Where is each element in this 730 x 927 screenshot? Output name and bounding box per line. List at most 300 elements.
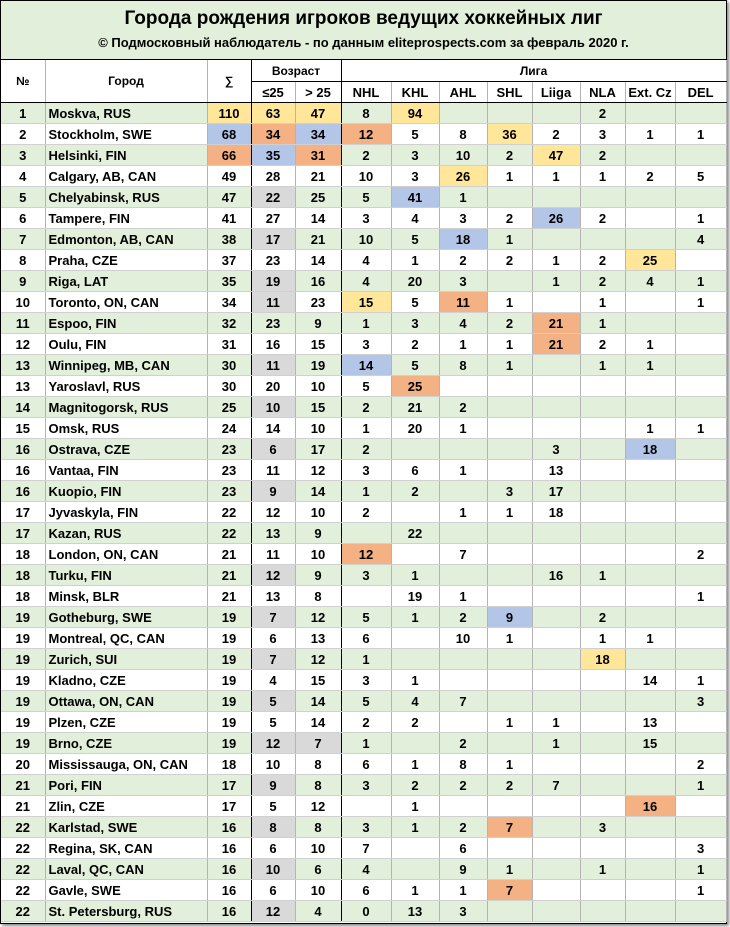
cell-league-nhl: 3 bbox=[341, 670, 391, 691]
cell-league-extcz bbox=[625, 103, 675, 124]
cell-league-nla: 2 bbox=[580, 145, 625, 166]
cell-sum: 16 bbox=[207, 880, 251, 901]
cell-league-extcz bbox=[625, 145, 675, 166]
cell-league-liiga bbox=[532, 649, 580, 670]
cell-league-liiga bbox=[532, 397, 580, 418]
cell-league-extcz bbox=[625, 313, 675, 334]
cell-league-nla bbox=[580, 880, 625, 901]
cell-league-khl: 1 bbox=[391, 250, 439, 271]
cell-league-shl bbox=[487, 523, 532, 544]
cell-league-del bbox=[675, 355, 726, 376]
cell-league-nhl: 14 bbox=[341, 355, 391, 376]
cell-league-khl bbox=[391, 544, 439, 565]
cell-city: Montreal, QC, CAN bbox=[45, 628, 207, 649]
header-league-del: DEL bbox=[675, 82, 726, 103]
cell-league-shl bbox=[487, 460, 532, 481]
cell-league-extcz bbox=[625, 187, 675, 208]
cell-rank: 4 bbox=[1, 166, 45, 187]
cell-league-del bbox=[675, 565, 726, 586]
cell-league-extcz bbox=[625, 481, 675, 502]
header-row-1 bbox=[1, 60, 726, 82]
cell-league-shl bbox=[487, 733, 532, 754]
cell-age-le25: 14 bbox=[251, 418, 295, 439]
cell-age-le25: 22 bbox=[251, 187, 295, 208]
cell-rank: 17 bbox=[1, 502, 45, 523]
cell-league-liiga bbox=[532, 880, 580, 901]
cell-age-le25: 4 bbox=[251, 670, 295, 691]
cell-city: Oulu, FIN bbox=[45, 334, 207, 355]
cell-league-nla bbox=[580, 754, 625, 775]
cell-league-khl: 5 bbox=[391, 292, 439, 313]
table-row bbox=[1, 229, 726, 250]
cell-league-shl bbox=[487, 691, 532, 712]
table-row bbox=[1, 334, 726, 355]
cell-league-khl: 5 bbox=[391, 229, 439, 250]
cell-league-shl: 2 bbox=[487, 145, 532, 166]
cell-sum: 66 bbox=[207, 145, 251, 166]
table-row bbox=[1, 838, 726, 859]
cell-age-le25: 5 bbox=[251, 796, 295, 817]
cell-city: Kazan, RUS bbox=[45, 523, 207, 544]
cell-league-extcz bbox=[625, 460, 675, 481]
cell-league-liiga bbox=[532, 292, 580, 313]
cell-league-nhl: 4 bbox=[341, 859, 391, 880]
table-row bbox=[1, 733, 726, 754]
cell-league-extcz bbox=[625, 880, 675, 901]
cell-league-nhl: 3 bbox=[341, 208, 391, 229]
cell-league-extcz: 15 bbox=[625, 733, 675, 754]
cell-league-ahl: 6 bbox=[439, 838, 487, 859]
cell-age-gt25: 13 bbox=[295, 628, 341, 649]
cell-league-liiga bbox=[532, 691, 580, 712]
cell-league-extcz bbox=[625, 586, 675, 607]
cell-league-ahl: 8 bbox=[439, 754, 487, 775]
table-row bbox=[1, 271, 726, 292]
cell-league-nla bbox=[580, 775, 625, 796]
cell-rank: 8 bbox=[1, 250, 45, 271]
cell-league-nhl: 6 bbox=[341, 628, 391, 649]
cell-league-liiga bbox=[532, 628, 580, 649]
cell-league-ahl: 4 bbox=[439, 313, 487, 334]
cell-age-le25: 9 bbox=[251, 775, 295, 796]
cell-league-nla: 2 bbox=[580, 103, 625, 124]
cell-age-gt25: 8 bbox=[295, 586, 341, 607]
cell-age-gt25: 6 bbox=[295, 859, 341, 880]
cell-sum: 16 bbox=[207, 901, 251, 922]
cell-age-gt25: 14 bbox=[295, 691, 341, 712]
cell-rank: 7 bbox=[1, 229, 45, 250]
cell-league-shl: 1 bbox=[487, 859, 532, 880]
cell-age-gt25: 10 bbox=[295, 418, 341, 439]
cell-age-le25: 12 bbox=[251, 733, 295, 754]
cell-league-nla bbox=[580, 187, 625, 208]
cell-age-le25: 19 bbox=[251, 271, 295, 292]
cell-league-ahl: 1 bbox=[439, 187, 487, 208]
cell-league-liiga bbox=[532, 376, 580, 397]
cell-league-khl: 1 bbox=[391, 607, 439, 628]
cell-league-nhl: 6 bbox=[341, 880, 391, 901]
cell-league-ahl: 11 bbox=[439, 292, 487, 313]
cell-league-liiga bbox=[532, 838, 580, 859]
cell-league-del bbox=[675, 712, 726, 733]
cell-league-del bbox=[675, 313, 726, 334]
cell-city: London, ON, CAN bbox=[45, 544, 207, 565]
cell-league-nhl: 5 bbox=[341, 187, 391, 208]
table-row bbox=[1, 460, 726, 481]
cell-league-shl: 1 bbox=[487, 355, 532, 376]
cell-age-gt25: 9 bbox=[295, 565, 341, 586]
cell-rank: 18 bbox=[1, 565, 45, 586]
cell-league-khl: 25 bbox=[391, 376, 439, 397]
cell-league-extcz: 18 bbox=[625, 439, 675, 460]
cell-sum: 22 bbox=[207, 523, 251, 544]
cell-age-gt25: 8 bbox=[295, 754, 341, 775]
cell-league-nhl: 2 bbox=[341, 145, 391, 166]
cell-rank: 10 bbox=[1, 292, 45, 313]
header-rank: № bbox=[1, 60, 45, 103]
cell-league-extcz bbox=[625, 208, 675, 229]
cell-sum: 19 bbox=[207, 628, 251, 649]
header-league-nla: NLA bbox=[580, 82, 625, 103]
cell-age-gt25: 14 bbox=[295, 250, 341, 271]
table-row bbox=[1, 376, 726, 397]
cell-league-khl: 41 bbox=[391, 187, 439, 208]
cell-age-gt25: 10 bbox=[295, 502, 341, 523]
cell-league-nhl: 3 bbox=[341, 775, 391, 796]
cell-league-nhl bbox=[341, 523, 391, 544]
cell-league-khl bbox=[391, 733, 439, 754]
cell-league-liiga bbox=[532, 355, 580, 376]
cell-rank: 21 bbox=[1, 796, 45, 817]
cell-league-nhl: 6 bbox=[341, 754, 391, 775]
cell-league-khl: 1 bbox=[391, 796, 439, 817]
cell-city: Toronto, ON, CAN bbox=[45, 292, 207, 313]
cell-league-liiga bbox=[532, 586, 580, 607]
cell-age-gt25: 12 bbox=[295, 607, 341, 628]
cell-league-liiga bbox=[532, 901, 580, 922]
cell-league-extcz: 2 bbox=[625, 166, 675, 187]
cell-city: Helsinki, FIN bbox=[45, 145, 207, 166]
cell-league-khl bbox=[391, 628, 439, 649]
cell-league-shl bbox=[487, 586, 532, 607]
cell-league-ahl bbox=[439, 712, 487, 733]
cell-league-extcz: 4 bbox=[625, 271, 675, 292]
cell-league-extcz: 1 bbox=[625, 418, 675, 439]
cell-league-del: 1 bbox=[675, 124, 726, 145]
cell-league-shl bbox=[487, 418, 532, 439]
cell-league-extcz bbox=[625, 502, 675, 523]
cell-league-khl bbox=[391, 439, 439, 460]
cell-league-nla: 2 bbox=[580, 334, 625, 355]
cell-city: Gotheburg, SWE bbox=[45, 607, 207, 628]
cell-league-khl: 1 bbox=[391, 880, 439, 901]
cell-league-shl: 2 bbox=[487, 208, 532, 229]
cell-city: Ostrava, CZE bbox=[45, 439, 207, 460]
cell-sum: 21 bbox=[207, 544, 251, 565]
cell-city: Zlin, CZE bbox=[45, 796, 207, 817]
cell-league-nhl: 1 bbox=[341, 481, 391, 502]
cell-league-ahl: 10 bbox=[439, 145, 487, 166]
cell-league-ahl: 7 bbox=[439, 544, 487, 565]
cell-sum: 17 bbox=[207, 775, 251, 796]
table-row bbox=[1, 418, 726, 439]
cell-league-liiga bbox=[532, 187, 580, 208]
page-title: Города рождения игроков ведущих хоккейных лиг bbox=[124, 8, 603, 29]
cell-league-extcz bbox=[625, 754, 675, 775]
cell-league-extcz: 1 bbox=[625, 124, 675, 145]
cell-age-gt25: 12 bbox=[295, 649, 341, 670]
cell-age-gt25: 15 bbox=[295, 397, 341, 418]
cell-league-khl: 1 bbox=[391, 565, 439, 586]
cell-city: Plzen, CZE bbox=[45, 712, 207, 733]
cell-league-ahl: 3 bbox=[439, 271, 487, 292]
cell-league-ahl: 1 bbox=[439, 418, 487, 439]
cell-age-gt25: 8 bbox=[295, 775, 341, 796]
cell-league-ahl bbox=[439, 439, 487, 460]
cell-age-le25: 23 bbox=[251, 250, 295, 271]
cell-league-shl bbox=[487, 796, 532, 817]
cell-city: Ottawa, ON, CAN bbox=[45, 691, 207, 712]
cell-league-nla: 1 bbox=[580, 355, 625, 376]
cell-league-nhl: 15 bbox=[341, 292, 391, 313]
cell-league-del bbox=[675, 607, 726, 628]
cell-league-shl bbox=[487, 187, 532, 208]
cell-league-liiga: 1 bbox=[532, 271, 580, 292]
cell-rank: 22 bbox=[1, 901, 45, 922]
cell-league-khl: 20 bbox=[391, 271, 439, 292]
cell-league-extcz bbox=[625, 901, 675, 922]
cell-league-del: 2 bbox=[675, 754, 726, 775]
cell-league-liiga bbox=[532, 544, 580, 565]
cell-age-le25: 27 bbox=[251, 208, 295, 229]
cell-league-del: 2 bbox=[675, 544, 726, 565]
cell-league-del: 1 bbox=[675, 880, 726, 901]
cell-league-shl: 7 bbox=[487, 817, 532, 838]
cell-league-ahl bbox=[439, 670, 487, 691]
cell-league-shl bbox=[487, 901, 532, 922]
cell-league-nla: 2 bbox=[580, 271, 625, 292]
cell-league-nhl: 5 bbox=[341, 607, 391, 628]
table-row bbox=[1, 649, 726, 670]
cell-age-gt25: 23 bbox=[295, 292, 341, 313]
cell-league-nla: 18 bbox=[580, 649, 625, 670]
cell-city: Turku, FIN bbox=[45, 565, 207, 586]
cell-league-ahl: 1 bbox=[439, 334, 487, 355]
cell-league-ahl: 1 bbox=[439, 460, 487, 481]
cell-age-gt25: 10 bbox=[295, 376, 341, 397]
cell-sum: 23 bbox=[207, 439, 251, 460]
cell-age-gt25: 19 bbox=[295, 355, 341, 376]
cell-sum: 37 bbox=[207, 250, 251, 271]
cell-league-nla bbox=[580, 796, 625, 817]
cell-age-le25: 10 bbox=[251, 859, 295, 880]
cell-city: Minsk, BLR bbox=[45, 586, 207, 607]
cell-league-liiga: 21 bbox=[532, 313, 580, 334]
cell-league-del: 1 bbox=[675, 292, 726, 313]
cell-league-ahl: 1 bbox=[439, 586, 487, 607]
cell-city: Edmonton, AB, CAN bbox=[45, 229, 207, 250]
cell-league-ahl: 10 bbox=[439, 628, 487, 649]
cell-league-khl: 1 bbox=[391, 754, 439, 775]
cell-league-khl: 5 bbox=[391, 355, 439, 376]
cell-league-extcz bbox=[625, 607, 675, 628]
header-city: Город bbox=[45, 60, 207, 103]
cell-league-ahl: 2 bbox=[439, 775, 487, 796]
cell-league-nla: 2 bbox=[580, 607, 625, 628]
table-body bbox=[1, 103, 726, 922]
cell-league-nhl: 1 bbox=[341, 733, 391, 754]
cell-league-shl bbox=[487, 271, 532, 292]
cell-age-gt25: 8 bbox=[295, 817, 341, 838]
cell-league-del bbox=[675, 796, 726, 817]
cell-age-le25: 7 bbox=[251, 607, 295, 628]
cell-sum: 16 bbox=[207, 817, 251, 838]
cell-league-liiga bbox=[532, 523, 580, 544]
cell-sum: 21 bbox=[207, 586, 251, 607]
header-age-group: Возраст bbox=[251, 60, 341, 82]
cell-league-khl: 13 bbox=[391, 901, 439, 922]
cell-league-liiga bbox=[532, 859, 580, 880]
table-row bbox=[1, 565, 726, 586]
cell-city: Kuopio, FIN bbox=[45, 481, 207, 502]
cell-rank: 6 bbox=[1, 208, 45, 229]
cell-age-gt25: 15 bbox=[295, 334, 341, 355]
table-row bbox=[1, 859, 726, 880]
cell-league-nhl: 2 bbox=[341, 397, 391, 418]
cell-sum: 49 bbox=[207, 166, 251, 187]
cell-league-extcz: 16 bbox=[625, 796, 675, 817]
cell-league-ahl: 2 bbox=[439, 607, 487, 628]
cell-league-nhl: 4 bbox=[341, 271, 391, 292]
cell-league-ahl: 1 bbox=[439, 502, 487, 523]
cell-league-del bbox=[675, 376, 726, 397]
cell-rank: 3 bbox=[1, 145, 45, 166]
cell-age-gt25: 31 bbox=[295, 145, 341, 166]
cell-sum: 30 bbox=[207, 376, 251, 397]
cell-age-le25: 10 bbox=[251, 397, 295, 418]
header-sum: ∑ bbox=[207, 60, 251, 103]
cell-league-khl bbox=[391, 649, 439, 670]
cell-league-khl: 2 bbox=[391, 334, 439, 355]
cell-league-khl: 2 bbox=[391, 775, 439, 796]
cell-league-del: 1 bbox=[675, 586, 726, 607]
cell-league-ahl bbox=[439, 649, 487, 670]
cell-league-shl bbox=[487, 544, 532, 565]
cell-league-nhl: 12 bbox=[341, 124, 391, 145]
cell-league-shl bbox=[487, 649, 532, 670]
cell-rank: 9 bbox=[1, 271, 45, 292]
cell-sum: 19 bbox=[207, 691, 251, 712]
cell-age-gt25: 34 bbox=[295, 124, 341, 145]
cell-city: Espoo, FIN bbox=[45, 313, 207, 334]
cell-sum: 23 bbox=[207, 460, 251, 481]
cell-league-del: 1 bbox=[675, 271, 726, 292]
cell-league-nhl: 1 bbox=[341, 649, 391, 670]
cell-league-ahl: 7 bbox=[439, 691, 487, 712]
cell-age-gt25: 9 bbox=[295, 523, 341, 544]
cell-sum: 18 bbox=[207, 754, 251, 775]
cell-league-liiga: 2 bbox=[532, 124, 580, 145]
cell-league-extcz bbox=[625, 859, 675, 880]
cell-sum: 35 bbox=[207, 271, 251, 292]
cell-rank: 22 bbox=[1, 817, 45, 838]
table-row bbox=[1, 775, 726, 796]
cell-league-ahl: 3 bbox=[439, 901, 487, 922]
cell-league-nhl: 10 bbox=[341, 229, 391, 250]
cell-league-ahl: 2 bbox=[439, 250, 487, 271]
table-row bbox=[1, 628, 726, 649]
table-row bbox=[1, 439, 726, 460]
cell-age-gt25: 12 bbox=[295, 796, 341, 817]
cell-league-khl bbox=[391, 502, 439, 523]
cell-sum: 47 bbox=[207, 187, 251, 208]
header-league-khl: KHL bbox=[391, 82, 439, 103]
cell-league-khl: 21 bbox=[391, 397, 439, 418]
cell-league-shl: 2 bbox=[487, 250, 532, 271]
cell-city: Moskva, RUS bbox=[45, 103, 207, 124]
cell-league-extcz bbox=[625, 376, 675, 397]
cell-league-nla: 1 bbox=[580, 166, 625, 187]
table-row bbox=[1, 355, 726, 376]
cell-league-del: 1 bbox=[675, 418, 726, 439]
cell-league-ahl bbox=[439, 796, 487, 817]
cell-league-liiga: 7 bbox=[532, 775, 580, 796]
cell-age-gt25: 21 bbox=[295, 166, 341, 187]
cell-league-ahl bbox=[439, 481, 487, 502]
cell-league-nhl bbox=[341, 586, 391, 607]
cell-age-le25: 7 bbox=[251, 649, 295, 670]
cell-league-liiga bbox=[532, 754, 580, 775]
cell-league-del bbox=[675, 628, 726, 649]
cell-league-nla: 1 bbox=[580, 565, 625, 586]
cell-league-khl: 5 bbox=[391, 124, 439, 145]
cell-league-shl: 1 bbox=[487, 229, 532, 250]
cell-league-del: 4 bbox=[675, 229, 726, 250]
cell-league-extcz: 13 bbox=[625, 712, 675, 733]
cell-league-extcz: 14 bbox=[625, 670, 675, 691]
cell-rank: 18 bbox=[1, 586, 45, 607]
cell-rank: 13 bbox=[1, 355, 45, 376]
cell-city: Kladno, CZE bbox=[45, 670, 207, 691]
cell-league-nla bbox=[580, 229, 625, 250]
cell-league-nla bbox=[580, 460, 625, 481]
cell-league-khl: 3 bbox=[391, 313, 439, 334]
cell-league-nhl: 2 bbox=[341, 502, 391, 523]
cell-rank: 15 bbox=[1, 418, 45, 439]
cell-league-liiga: 17 bbox=[532, 481, 580, 502]
cell-rank: 19 bbox=[1, 649, 45, 670]
cell-league-shl bbox=[487, 670, 532, 691]
cell-league-extcz: 1 bbox=[625, 355, 675, 376]
header-league-liiga: Liiga bbox=[532, 82, 580, 103]
cell-league-ahl: 8 bbox=[439, 355, 487, 376]
cell-league-liiga bbox=[532, 796, 580, 817]
cell-league-nla bbox=[580, 691, 625, 712]
cell-age-gt25: 14 bbox=[295, 208, 341, 229]
cell-league-liiga: 1 bbox=[532, 712, 580, 733]
cell-city: Gavle, SWE bbox=[45, 880, 207, 901]
cell-league-liiga bbox=[532, 103, 580, 124]
cell-rank: 1 bbox=[1, 103, 45, 124]
cities-table bbox=[1, 60, 727, 922]
cell-league-shl: 9 bbox=[487, 607, 532, 628]
cell-league-nhl: 5 bbox=[341, 376, 391, 397]
cell-age-gt25: 14 bbox=[295, 712, 341, 733]
table-row bbox=[1, 313, 726, 334]
cell-league-shl: 1 bbox=[487, 166, 532, 187]
cell-city: Jyvaskyla, FIN bbox=[45, 502, 207, 523]
cell-league-ahl: 2 bbox=[439, 733, 487, 754]
